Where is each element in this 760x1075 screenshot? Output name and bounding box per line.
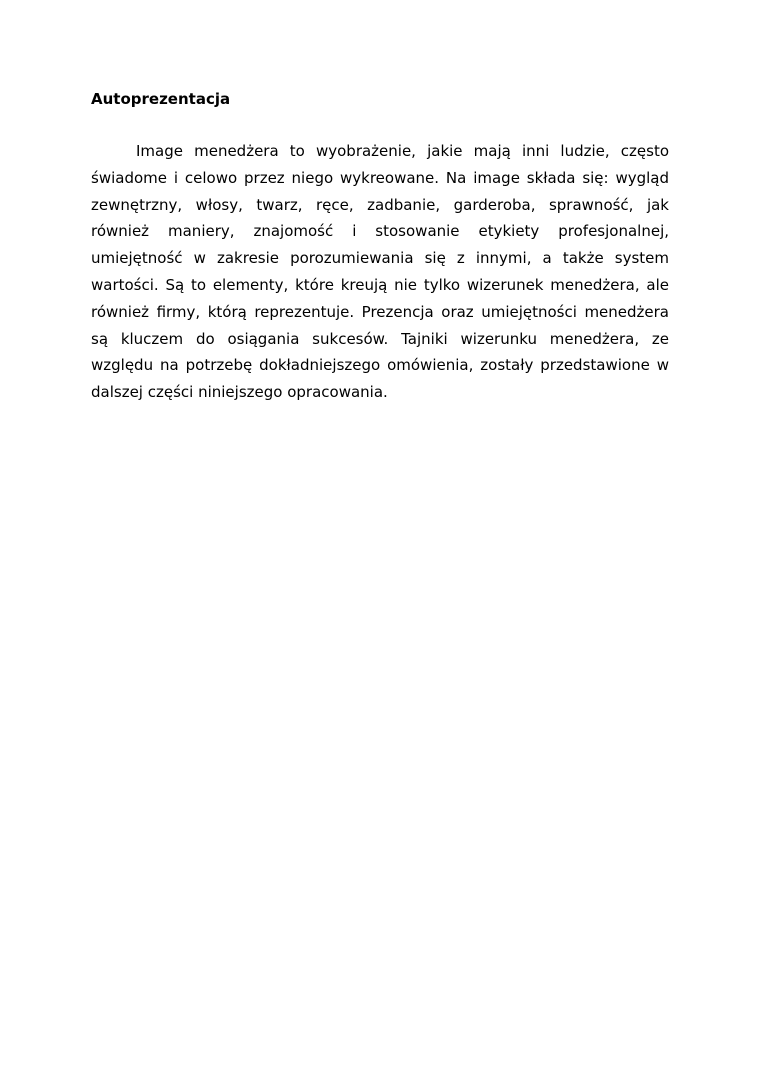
section-heading: Autoprezentacja: [91, 90, 231, 108]
body-paragraph: Image menedżera to wyobrażenie, jakie mają inni ludzie, często świadome i celowo przez niego wykreowane. Na image składa się: wygląd zewnętrzny, włosy, twarz, ręce, zadbanie, garderoba, sprawność, jak również maniery, znajomość i stosowanie etykiety profesjonalnej, umiejętność w zakresie porozumiewania się z innymi, a także system wartości. Są to elementy, które kreują nie tylko wizerunek menedżera, ale również firmy, którą reprezentuje. Prezencja oraz umiejętności menedżera są kluczem do osiągania sukcesów. Tajniki wizerunku menedżera, ze względu na potrzebę dokładniejszego omówienia, zostały przedstawione w dalszej części niniejszego opracowania.: [91, 142, 669, 402]
document-body: [91, 88, 669, 406]
